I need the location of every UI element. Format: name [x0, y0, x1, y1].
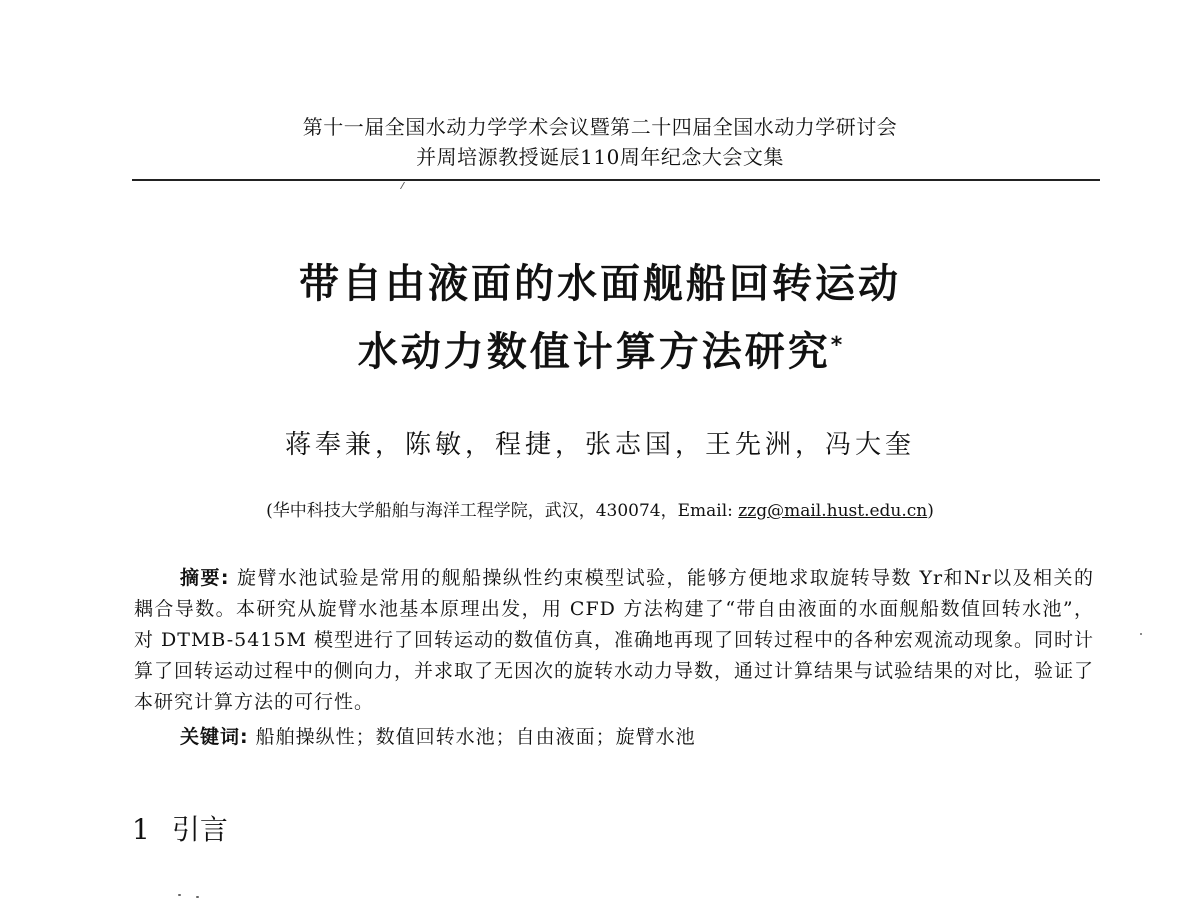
email-link[interactable]: zzg@mail.hust.edu.cn [738, 501, 928, 521]
scan-mark [400, 182, 413, 189]
abstract-indent [134, 567, 180, 589]
scan-speck [178, 894, 181, 896]
section-number: 1 [132, 813, 150, 846]
author-list: 蒋奉兼，陈敏，程捷，张志国，王先洲，冯大奎 [284, 430, 915, 460]
header-rule [132, 179, 1100, 181]
proceedings-header-line1: 第十一届全国水动力学学术会议暨第二十四届全国水动力学研讨会 [302, 115, 898, 139]
section-heading [132, 808, 228, 848]
keywords-text: 船舶操纵性；数值回转水池；自由液面；旋臂水池 [248, 726, 696, 748]
affiliation-text: (华中科技大学船舶与海洋工程学院，武汉，430074，Email: [266, 501, 739, 521]
section-title: 引言 [171, 813, 228, 846]
paper-title-line2 [0, 318, 1200, 386]
scan-speck [196, 896, 199, 898]
abstract [134, 563, 1094, 718]
proceedings-header [0, 112, 1200, 172]
proceedings-header-line2: 并周培源教授诞辰110周年纪念大会文集 [416, 145, 784, 169]
paper-title-line2-text: 水动力数值计算方法研究 [357, 329, 831, 375]
title-footnote-mark: * [830, 333, 843, 358]
paper-title [0, 250, 1200, 386]
keywords-label: 关键词: [180, 726, 249, 748]
affiliation [0, 496, 1200, 521]
abstract-label: 摘要: [180, 567, 230, 589]
abstract-text: 旋臂水池试验是常用的舰船操纵性约束模型试验，能够方便地求取旋转导数 Yr和Nr以及相关的耦合导数。本研究从旋臂水池基本原理出发，用 CFD 方法构建了“带自由液面的水面舰船数值回转水池”，对 DTMB-5415M 模型进行了回转运动的数值仿真，准确地再现了回转过程中的各种宏观流动现象。同时计算了回转运动过程中的侧向力，并求取了无因次的旋转水动力导数，通过计算结果与试验结果的对比，验证了本研究计算方法的可行性。 [134, 567, 1095, 713]
affiliation-close: ) [927, 501, 934, 521]
keywords [180, 722, 696, 753]
scan-speck [1140, 633, 1142, 635]
paper-title-line1: 带自由液面的水面舰船回转运动 [299, 261, 901, 307]
